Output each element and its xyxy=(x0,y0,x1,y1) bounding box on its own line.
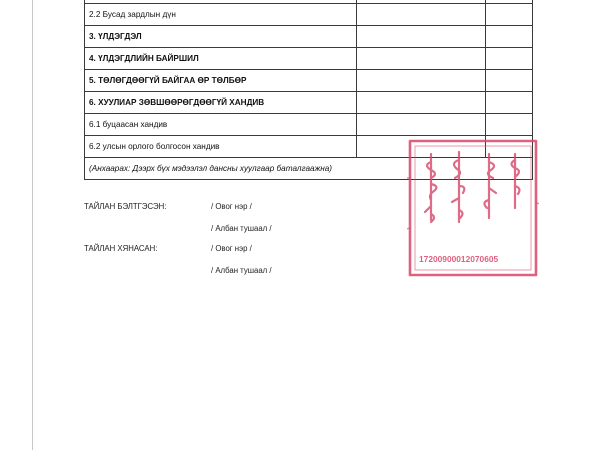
stamp-script-column-2 xyxy=(452,152,464,222)
table-row xyxy=(85,4,533,26)
row-label-cell: 3. ҮЛДЭГДЭЛ xyxy=(85,26,357,48)
row-label-cell: 4. ҮЛДЭГДЛИЙН БАЙРШИЛ xyxy=(85,48,357,70)
note-cell: (Анхаарах: Дээрх бүх мэдээлэл дансны хуулгаар баталгаажна) xyxy=(85,158,533,180)
official-stamp xyxy=(407,138,539,278)
stamp-script-column-3 xyxy=(484,154,496,218)
row-label-cell: 6.1 буцаасан хандив xyxy=(85,114,357,136)
row-extra-cell xyxy=(486,48,533,70)
reviewed-name: / Овог нэр / xyxy=(211,244,252,253)
row-extra-cell xyxy=(486,92,533,114)
prepared-label: ТАЙЛАН БЭЛТГЭСЭН: xyxy=(84,202,167,211)
row-value-cell xyxy=(357,114,486,136)
row-extra-cell xyxy=(486,26,533,48)
stamp-script-column-1 xyxy=(425,154,436,222)
stamp-script-column-4 xyxy=(512,154,520,208)
row-label-cell: 6.2 улсын орлого болгосон хандив xyxy=(85,136,357,158)
table-row xyxy=(85,26,533,48)
row-extra-cell xyxy=(486,4,533,26)
row-value-cell xyxy=(357,4,486,26)
row-value-cell xyxy=(357,70,486,92)
row-extra-cell xyxy=(486,114,533,136)
row-value-cell xyxy=(357,92,486,114)
table-row xyxy=(85,114,533,136)
prepared-position: / Албан тушаал / xyxy=(211,224,272,233)
table-row xyxy=(85,92,533,114)
row-value-cell xyxy=(357,48,486,70)
prepared-name: / Овог нэр / xyxy=(211,202,252,211)
row-label-cell: 2.2 Бусад зардлын дүн xyxy=(85,4,357,26)
row-value-cell xyxy=(357,26,486,48)
stamp-number: 17200900012070605 xyxy=(419,254,499,264)
table-row xyxy=(85,48,533,70)
reviewed-position: / Албан тушаал / xyxy=(211,266,272,275)
row-label-cell: 5. ТӨЛӨГДӨӨГҮЙ БАЙГАА ӨР ТӨЛБӨР xyxy=(85,70,357,92)
page-edge xyxy=(32,0,33,450)
reviewed-label: ТАЙЛАН ХЯНАСАН: xyxy=(84,244,158,253)
table-row xyxy=(85,70,533,92)
row-extra-cell xyxy=(486,70,533,92)
row-label-cell: 6. ХУУЛИАР ЗӨВШӨӨРӨГДӨӨГҮЙ ХАНДИВ xyxy=(85,92,357,114)
